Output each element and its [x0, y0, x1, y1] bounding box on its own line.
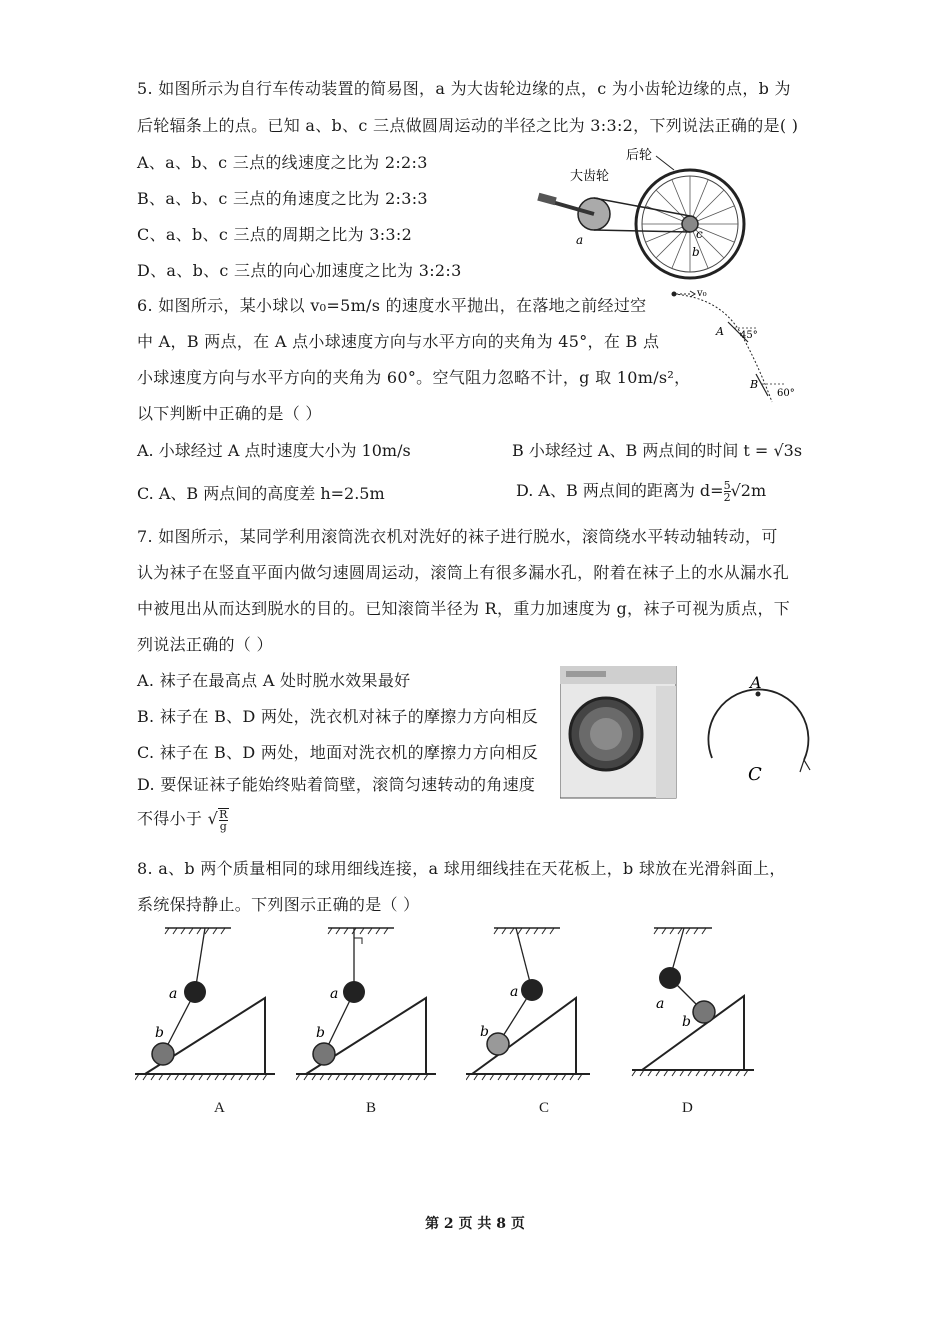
fraction-denominator: g	[219, 819, 228, 833]
drum-circle-diagram	[700, 668, 820, 798]
point-c-label: C	[748, 764, 762, 785]
q6-option-c: C. A、B 两点间的高度差 h=2.5m	[137, 484, 385, 503]
point-a-dot	[756, 692, 761, 697]
q5-stem-line1: 5. 如图所示为自行车传动装置的简易图，a 为大齿轮边缘的点，c 为小齿轮边缘的点，b 为	[137, 79, 791, 98]
q8-stem-line2: 系统保持静止。下列图示正确的是（ ）	[137, 895, 420, 914]
q6-option-b-prefix: B 小球经过 A、B 两点间的时间 t =	[512, 441, 774, 460]
point-c-label: c	[696, 227, 703, 241]
ball-b	[313, 1043, 335, 1065]
ball-b	[152, 1043, 174, 1065]
ball-b	[487, 1033, 509, 1055]
ball-a-label: a	[510, 984, 519, 1000]
q6-option-a: A. 小球经过 A 点时速度大小为 10m/s	[137, 441, 411, 460]
q8-stem-line1: 8. a、b 两个质量相同的球用细线连接，a 球用细线挂在天花板上，b 球放在光滑斜面上，	[137, 859, 786, 878]
q8-label-c: C	[539, 1100, 550, 1116]
q8-label-b: B	[366, 1100, 377, 1116]
ceiling-hatch	[328, 928, 388, 934]
ball-a	[659, 967, 681, 989]
ball-a-label: a	[656, 996, 665, 1012]
v0-arrowhead	[690, 291, 695, 297]
angle-b-label: 60°	[777, 388, 795, 399]
right-angle-mark	[354, 938, 362, 944]
q6-stem-line3: 小球速度方向与水平方向的夹角为 60°。空气阻力忽略不计，g 取 10m/s²，	[137, 368, 691, 387]
page-number: 第 2 页 共 8 页	[425, 1216, 525, 1232]
rotation-arrow	[800, 760, 810, 772]
q7-stem-line4: 列说法正确的（ ）	[137, 635, 273, 654]
v0-label: v₀	[697, 288, 707, 299]
sqrt-sign: √	[207, 809, 219, 828]
projectile-diagram	[660, 284, 810, 404]
bicycle-transmission-figure	[528, 140, 758, 280]
ball-a	[521, 979, 543, 1001]
q8-label-d: D	[682, 1100, 693, 1116]
q5-option-a: A、a、b、c 三点的线速度之比为 2:2:3	[137, 153, 428, 172]
q7-stem-line3: 中被甩出从而达到脱水的目的。已知滚筒半径为 R，重力加速度为 g，袜子可视为质点，下	[137, 599, 791, 618]
q8-label-a: A	[214, 1100, 225, 1116]
q6-option-d-fraction	[724, 480, 731, 503]
q6-option-b	[512, 438, 802, 461]
rear-wheel-label: 后轮	[626, 148, 653, 163]
ball-b-label: b	[316, 1025, 325, 1041]
q8-diagram-b	[296, 922, 446, 1092]
q8-diagram-a	[135, 922, 285, 1092]
ball-a	[184, 981, 206, 1003]
q7-option-b: B. 袜子在 B、D 两处，洗衣机对袜子的摩擦力方向相反	[137, 707, 539, 726]
drum-circle-arc	[708, 689, 808, 760]
rear-wheel-pointer	[656, 156, 674, 170]
q5-option-d: D、a、b、c 三点的向心加速度之比为 3:2:3	[137, 261, 462, 280]
big-gear-label: 大齿轮	[570, 169, 610, 184]
bicycle-diagram	[528, 140, 758, 280]
q7-option-c: C. 袜子在 B、D 两处，地面对洗衣机的摩擦力方向相反	[137, 743, 539, 762]
point-a-label: A	[750, 673, 762, 692]
projectile-figure	[660, 284, 810, 404]
fraction-numerator: R	[219, 807, 228, 821]
ball-a-label: a	[169, 986, 178, 1002]
q7-stem-line1: 7. 如图所示，某同学利用滚筒洗衣机对洗好的袜子进行脱水，滚筒绕水平转动轴转动，可	[137, 527, 778, 546]
q7-option-a: A. 袜子在最高点 A 处时脱水效果最好	[137, 671, 411, 690]
drum-rotation-figure	[700, 668, 820, 798]
q7-option-d-line1: D. 要保证袜子能始终贴着筒壁，滚筒匀速转动的角速度	[137, 775, 536, 794]
ball-b	[693, 1001, 715, 1023]
q6-stem-line4: 以下判断中正确的是（ ）	[137, 404, 322, 423]
washing-machine-photo	[560, 666, 680, 800]
q6-option-d-prefix: D. A、B 两点间的距离为 d=	[516, 481, 724, 500]
angle-a-label: 45°	[740, 330, 758, 341]
fraction-denominator: 2	[723, 491, 731, 504]
q5-stem-line2: 后轮辐条上的点。已知 a、b、c 三点做圆周运动的半径之比为 3:3:2，下列说法正确的是( )	[137, 116, 799, 135]
q7-option-d-line2	[137, 806, 229, 832]
ceiling-hatch	[165, 928, 225, 934]
ceiling-hatch	[654, 928, 706, 934]
q8-diagram-c	[466, 922, 616, 1092]
detergent-drawer	[566, 671, 606, 677]
fraction-numerator: 5	[723, 479, 731, 492]
q7-stem-line2: 认为袜子在竖直平面内做匀速圆周运动，滚筒上有很多漏水孔，附着在袜子上的水从漏水孔	[137, 563, 790, 582]
ball-a	[343, 981, 365, 1003]
ball-a-label: a	[330, 986, 339, 1002]
ball-b-label: b	[682, 1014, 691, 1030]
ceiling-hatch	[494, 928, 554, 934]
point-b-label: b	[692, 245, 700, 259]
ball-b-label: b	[480, 1024, 489, 1040]
pedal	[537, 193, 556, 205]
q6-option-d	[516, 478, 766, 503]
q5-option-c: C、a、b、c 三点的周期之比为 3:3:2	[137, 225, 413, 244]
drum	[590, 718, 622, 750]
q6-option-b-value: √3s	[773, 441, 803, 460]
point-b-label: B	[750, 378, 759, 391]
q6-stem-line2: 中 A，B 两点，在 A 点小球速度方向与水平方向的夹角为 45°，在 B 点	[137, 332, 660, 351]
q7-option-d-prefix: 不得小于	[137, 809, 203, 828]
q8-diagram-d	[628, 922, 768, 1092]
point-a-label: a	[576, 233, 584, 247]
q6-option-d-suffix: √2m	[730, 481, 767, 500]
washing-machine-image	[560, 666, 680, 800]
q7-option-d-fraction	[218, 808, 229, 832]
q5-option-b: B、a、b、c 三点的角速度之比为 2:3:3	[137, 189, 428, 208]
machine-side	[656, 686, 676, 798]
q6-stem-line1: 6. 如图所示，某小球以 v₀=5m/s 的速度水平抛出，在落地之前经过空	[137, 296, 647, 315]
point-a-label: A	[716, 325, 724, 338]
ball-b-label: b	[155, 1025, 164, 1041]
